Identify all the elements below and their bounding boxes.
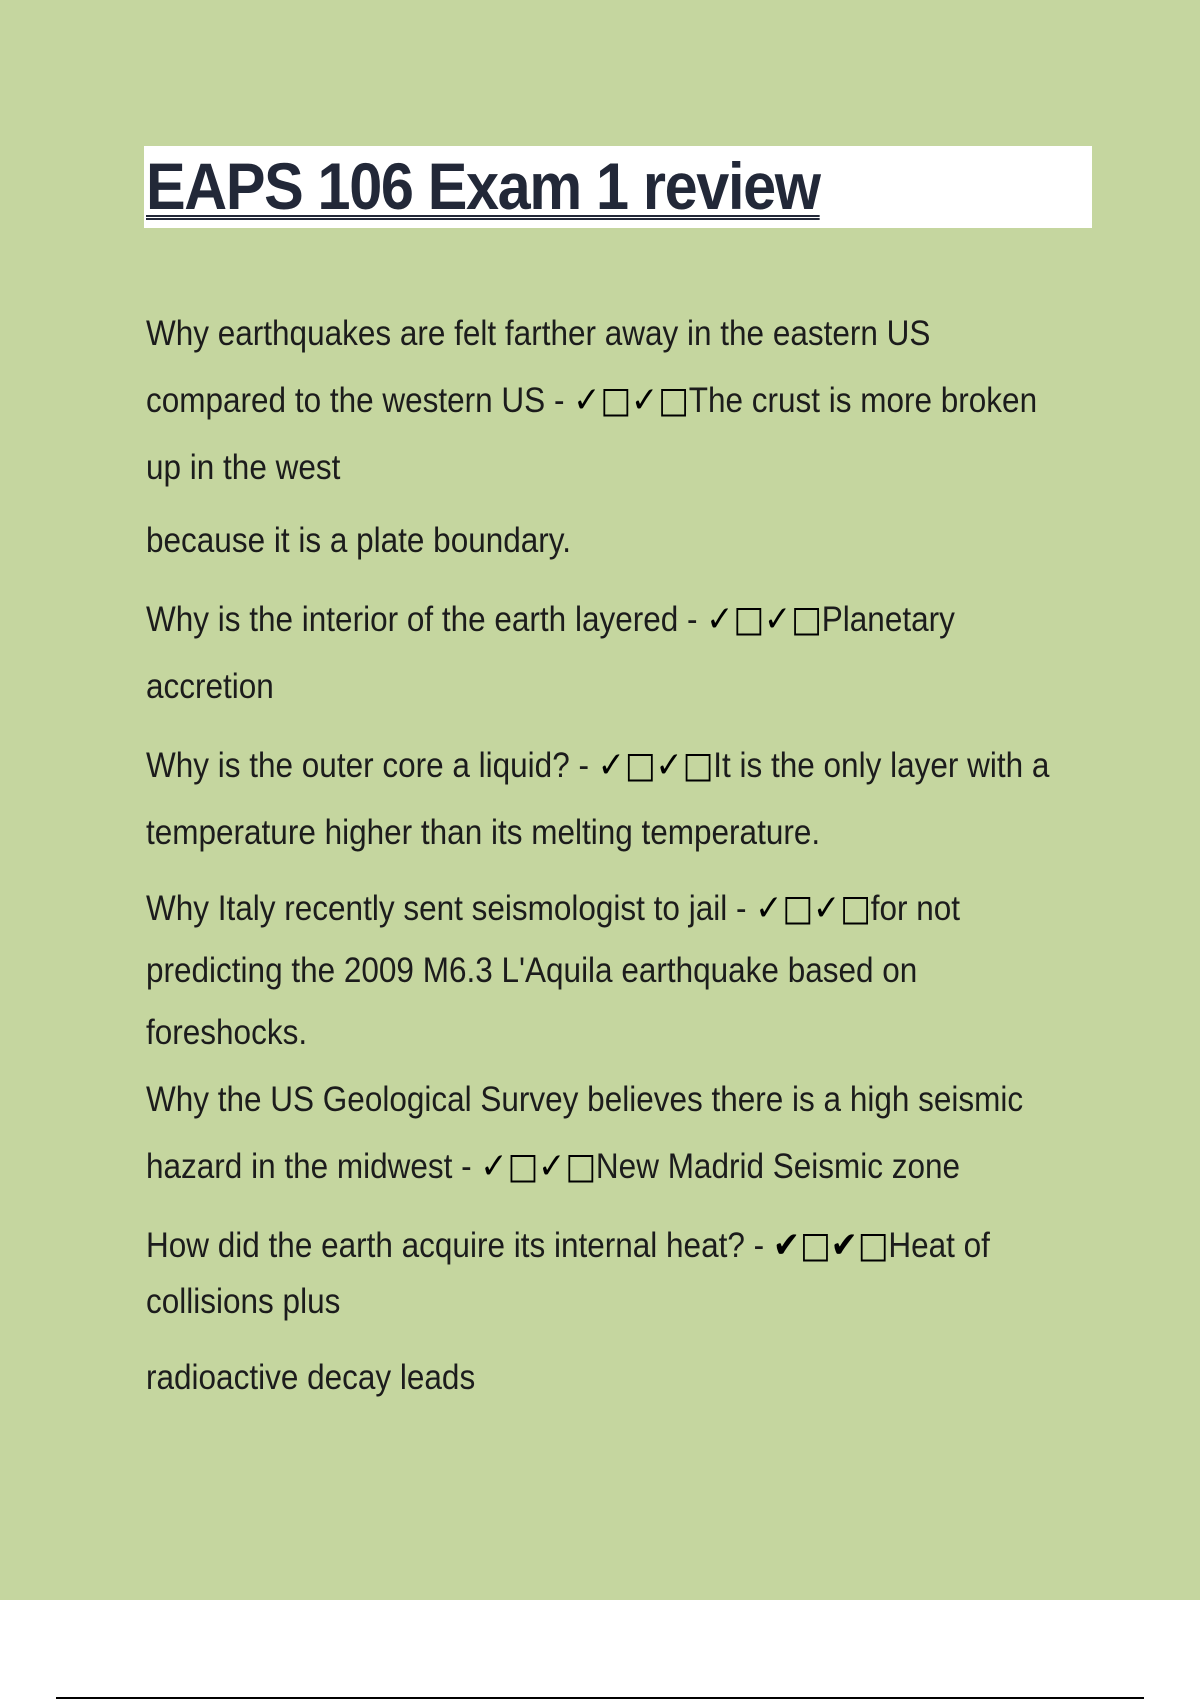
qa-item-5 [146,1066,1073,1200]
question-text: How did the earth acquire its internal heat? - [146,1226,773,1265]
question-text: Why the US Geological Survey believes there is a high seismic hazard in the midwest - [146,1080,1024,1186]
question-text: Why is the outer core a liquid? - [146,746,598,785]
review-content [146,300,1076,1411]
check-marks-icon: ✓□✓□ [480,1146,596,1187]
qa-item-6 [146,1218,1073,1330]
check-marks-icon: ✔□✔□ [772,1225,889,1266]
check-marks-icon: ✓□✓□ [755,888,871,929]
answer-text: It is the only layer with a temperature higher than its melting temperature. [146,746,1050,852]
answer-text: for not predicting the 2009 M6.3 L'Aquila earthquake based on foreshocks. [146,889,961,1052]
answer-text: Heat of collisions plus [146,1226,990,1321]
answer-text: The crust is more broken up in the west [146,381,1038,487]
answer-text: New Madrid Seismic zone [595,1147,961,1186]
answer-continuation-1: because it is a plate boundary. [146,521,571,560]
answer-text: Planetary accretion [146,600,955,706]
qa-item-1 [146,300,1073,501]
check-marks-icon: ✓□✓□ [597,745,714,786]
check-marks-icon: ✓□✓□ [573,380,689,421]
question-text: Why is the interior of the earth layered - [146,600,707,639]
check-marks-icon: ✓□✓□ [706,599,822,640]
footer-divider [56,1697,1144,1699]
qa-item-2 [146,586,1073,720]
document-title: EAPS 106 Exam 1 review [146,149,820,223]
qa-item-4 [146,878,1073,1064]
qa-item-3 [146,732,1073,866]
question-text: Why Italy recently sent seismologist to jail - [146,889,756,928]
answer-continuation-6: radioactive decay leads [146,1358,476,1397]
question-text: Why earthquakes are felt farther away in the eastern US compared to the western US - [146,314,931,420]
